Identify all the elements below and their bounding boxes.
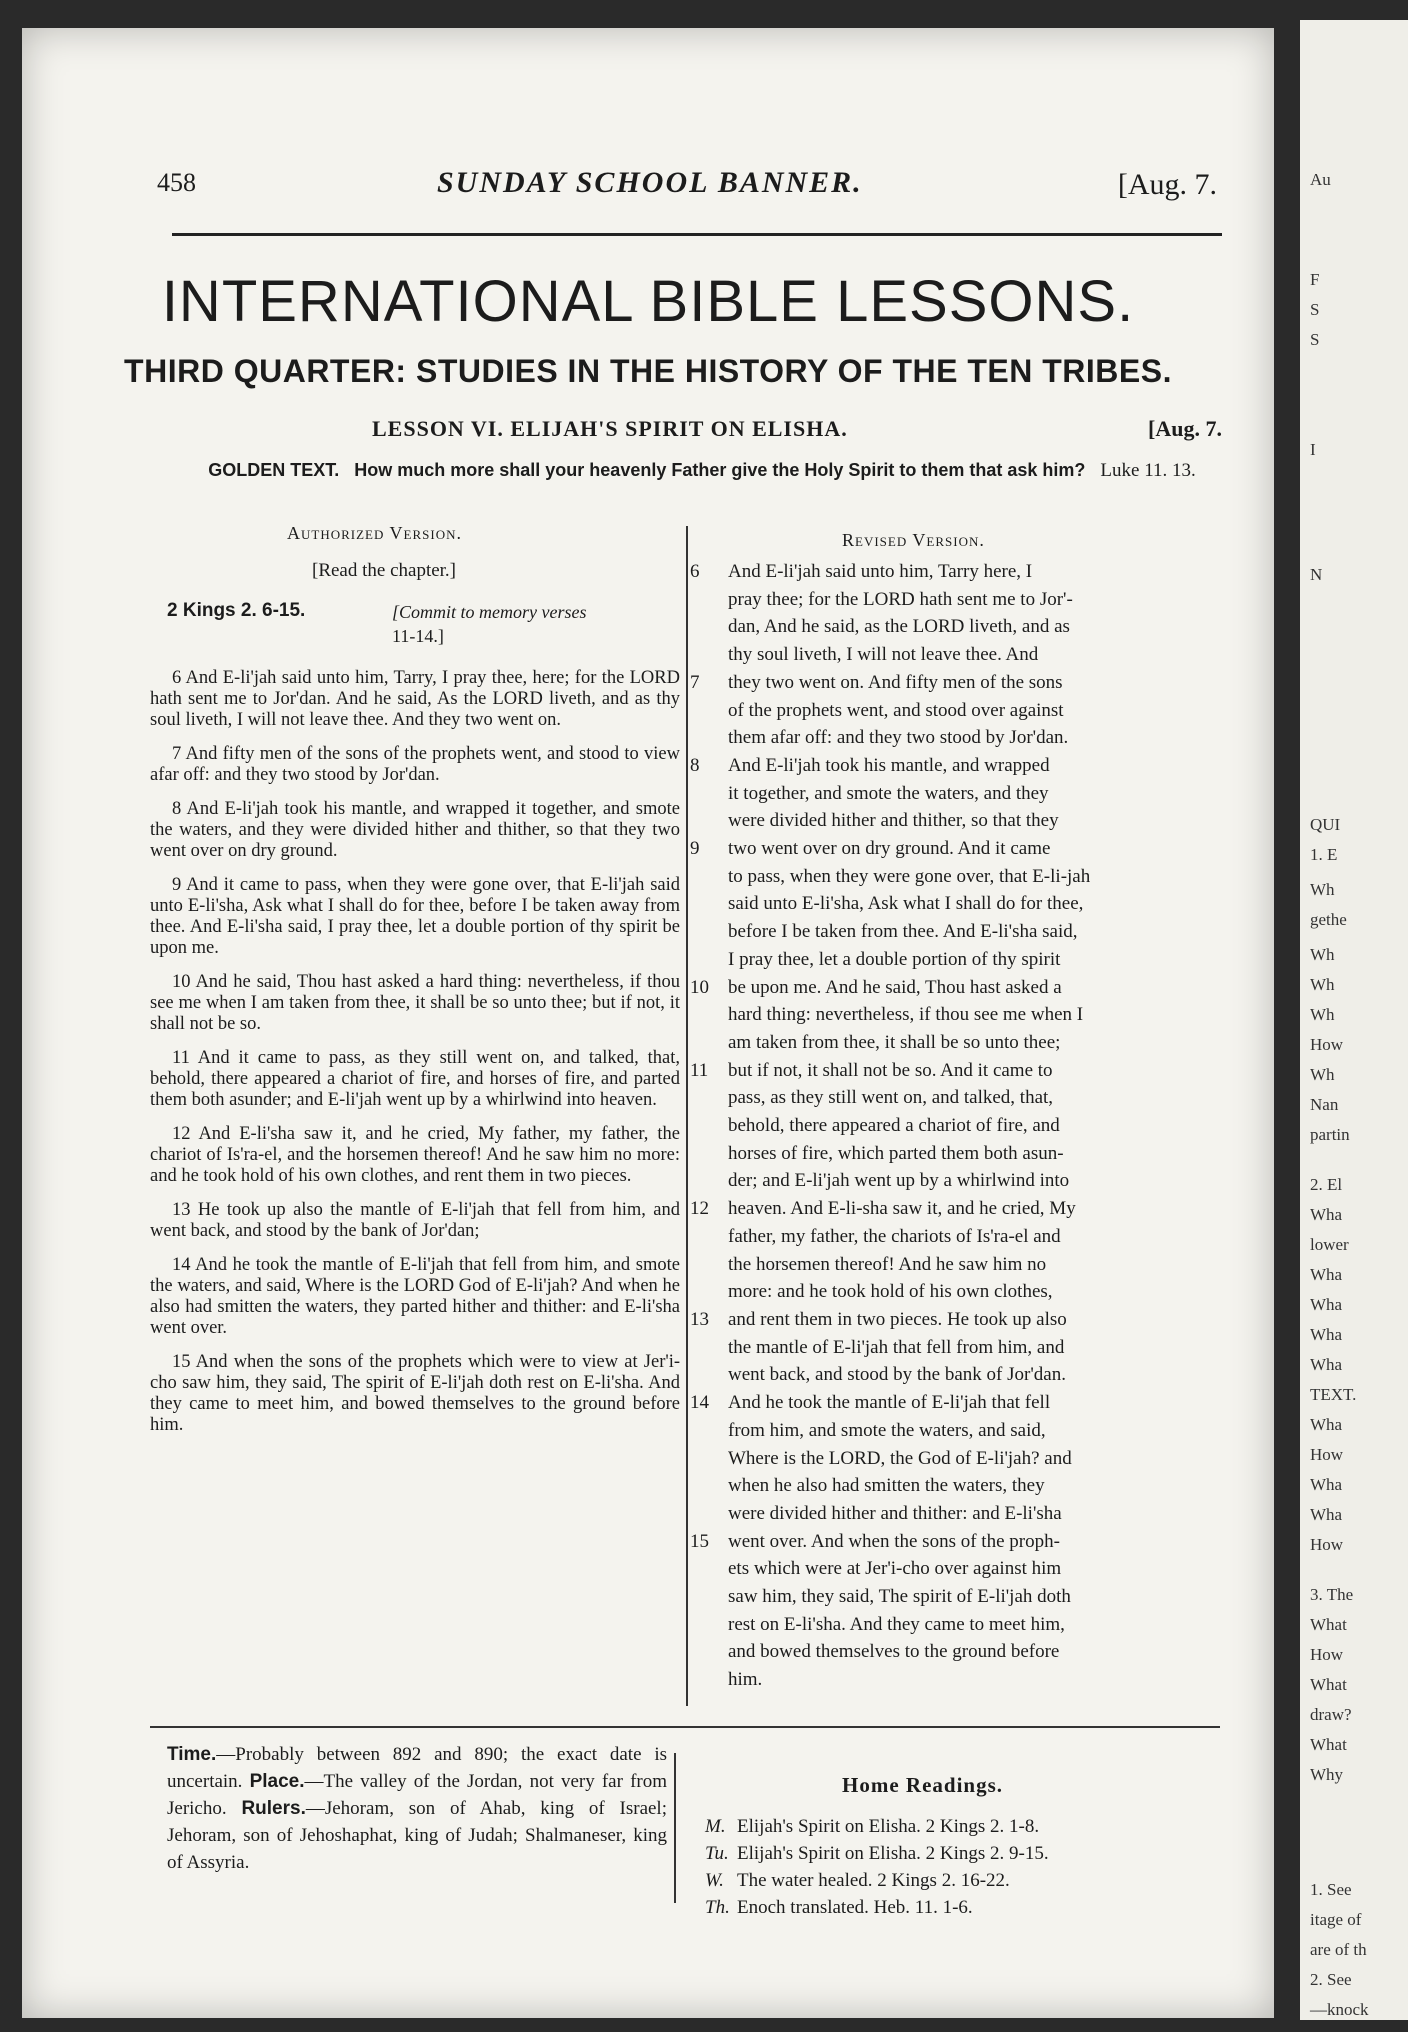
running-header	[157, 168, 1217, 218]
page-subtitle: THIRD QUARTER: STUDIES IN THE HISTORY OF THE TEN TRIBES.	[124, 353, 1172, 389]
verse-number: 10	[690, 976, 709, 998]
adjacent-page-fragment: I	[1310, 440, 1316, 459]
revised-line-text: And he took the mantle of E-li'jah that fell	[728, 1392, 1051, 1414]
adjacent-page-fragment: lower	[1310, 1235, 1349, 1254]
revised-line	[712, 946, 1210, 974]
revised-line	[690, 558, 1210, 586]
revised-line-text: the mantle of E-li'jah that fell from him, and	[728, 1336, 1065, 1358]
revised-line-text: der; and E-li'jah went up by a whirlwind into	[728, 1170, 1070, 1192]
time-label: Time.	[167, 1744, 217, 1765]
revised-line-text: went back, and stood by the bank of Jor'dan.	[728, 1364, 1066, 1386]
revised-line	[690, 1057, 1210, 1085]
authorized-verse: 6 And E-li'jah said unto him, Tarry, I pray thee, here; for the LORD hath sent me to Jor'dan. And he said, As the LORD liveth, and as thy soul liveth, I will not leave thee. And they two went on.	[150, 668, 680, 730]
adjacent-page-fragment: Wha	[1310, 1205, 1343, 1224]
verse-number: 13	[690, 1308, 709, 1330]
revised-line-text: Where is the LORD, the God of E-li'jah? and	[728, 1447, 1072, 1469]
authorized-verse: 11 And it came to pass, as they still went on, and talked, that, behold, there appeared a chariot of fire, and horses of fire, and parted them both asunder; and E-li'jah went up by a whirlwind into heaven.	[150, 1048, 680, 1110]
revised-line-text: be upon me. And he said, Thou hast asked a	[728, 976, 1062, 998]
revised-line-text: horses of fire, which parted them both asun-	[728, 1142, 1064, 1164]
revised-line	[712, 863, 1210, 891]
revised-line	[690, 835, 1210, 863]
revised-line	[690, 1389, 1210, 1417]
revised-line	[712, 1361, 1210, 1389]
adjacent-page-fragment: Wha	[1310, 1355, 1343, 1374]
place-label: Place.	[249, 1771, 305, 1792]
adjacent-page-fragment: are of th	[1310, 1940, 1367, 1959]
authorized-verse: 9 And it came to pass, when they were gone over, that E-li'jah said unto E-li'sha, Ask what I shall do for thee, before I be taken away from thee. And E-li'sha said, I pray thee, let a double portion of thy spirit be upon me.	[150, 875, 680, 958]
authorized-verse: 8 And E-li'jah took his mantle, and wrapped it together, and smote the waters, and they were divided hither and thither, so that they two went over on dry ground.	[150, 799, 680, 861]
adjacent-page-fragment: Wh	[1310, 880, 1335, 899]
revised-line	[712, 1251, 1210, 1279]
adjacent-page-fragment: Wha	[1310, 1325, 1343, 1344]
authorized-verse: 12 And E-li'sha saw it, and he cried, My father, my father, the chariot of Is'ra-el, and the horsemen thereof! And he saw him no more: and he took hold of his own clothes, and rent them in two pieces.	[150, 1124, 680, 1186]
memory-verses-range: 11-14.]	[392, 626, 444, 646]
revised-line-text: before I be taken from thee. And E-li'sha said,	[728, 921, 1078, 943]
adjacent-page-fragment: How	[1310, 1035, 1344, 1054]
reading-day: Tu.	[705, 1843, 729, 1864]
revised-version-heading: Revised Version.	[842, 530, 985, 550]
revised-line	[712, 1140, 1210, 1168]
adjacent-page-fragment: How	[1310, 1645, 1344, 1664]
home-reading-item	[705, 1894, 1225, 1921]
adjacent-page-fragment: Wh	[1310, 1005, 1335, 1024]
revised-line-text: behold, there appeared a chariot of fire, and	[728, 1115, 1060, 1137]
authorized-verse: 13 He took up also the mantle of E-li'jah that fell from him, and went back, and stood by the bank of Jor'dan;	[150, 1200, 680, 1241]
revised-line	[712, 586, 1210, 614]
revised-line-text: from him, and smote the waters, and said,	[728, 1419, 1046, 1441]
time-text: —Probably between 892 and 890; the exact date is uncertain.	[167, 1744, 667, 1792]
adjacent-page-fragment: partin	[1310, 1125, 1350, 1144]
home-reading-item	[705, 1867, 1225, 1894]
revised-line	[712, 1500, 1210, 1528]
revised-line-text: the horsemen thereof! And he saw him no	[728, 1253, 1047, 1275]
adjacent-page-fragment: Wh	[1310, 975, 1335, 994]
revised-line	[690, 974, 1210, 1002]
authorized-version-heading: Authorized Version.	[287, 523, 462, 543]
revised-line	[690, 1195, 1210, 1223]
adjacent-page-fragment: TEXT.	[1310, 1385, 1357, 1404]
revised-line-text: and rent them in two pieces. He took up also	[728, 1308, 1067, 1330]
revised-line	[712, 890, 1210, 918]
adjacent-page-fragment: S	[1310, 300, 1320, 319]
adjacent-page-fragment: F	[1310, 270, 1320, 289]
lesson-heading	[372, 416, 1222, 456]
reading-day: Th.	[705, 1897, 730, 1918]
verse-number: 14	[690, 1392, 709, 1414]
golden-text-body: How much more shall your heavenly Father give the Holy Spirit to them that ask him?	[354, 460, 1086, 480]
adjacent-page-fragment: How	[1310, 1445, 1344, 1464]
adjacent-page-fragment: 2. See	[1310, 1970, 1352, 1989]
revised-line-text: but if not, it shall not be so. And it came to	[728, 1059, 1053, 1081]
golden-text	[202, 458, 1202, 483]
revised-line-text: father, my father, the chariots of Is'ra-el and	[728, 1225, 1061, 1247]
revised-line	[712, 1001, 1210, 1029]
home-readings-list	[705, 1813, 1225, 1921]
magazine-page	[22, 28, 1274, 2018]
revised-line-text: And E-li'jah took his mantle, and wrapped	[728, 754, 1050, 776]
scripture-reference: 2 Kings 2. 6-15.	[167, 600, 306, 621]
adjacent-page-fragment: 1. See	[1310, 1880, 1352, 1899]
page-title: INTERNATIONAL BIBLE LESSONS.	[161, 269, 1135, 334]
revised-line	[712, 1638, 1210, 1666]
revised-line-text: more: and he took hold of his own clothes,	[728, 1281, 1053, 1303]
revised-line-text: dan, And he said, as the LORD liveth, and as	[728, 616, 1070, 638]
adjacent-page-fragment: QUI	[1310, 815, 1341, 834]
adjacent-page-fragment: Wha	[1310, 1265, 1343, 1284]
adjacent-page-fragment: 2. El	[1310, 1175, 1343, 1194]
adjacent-page-fragment: Wha	[1310, 1475, 1343, 1494]
revised-line	[690, 669, 1210, 697]
reading-day: W.	[705, 1870, 724, 1891]
revised-line-text: ets which were at Jer'i-cho over against him	[728, 1558, 1062, 1580]
rulers-text: —Jehoram, son of Ahab, king of Israel; Jehoram, son of Jehoshaphat, king of Judah; Shalmaneser, king of Assyria.	[167, 1798, 667, 1873]
rulers-label: Rulers.	[241, 1798, 306, 1819]
header-date: [Aug. 7.	[1117, 168, 1217, 201]
verse-number: 6	[690, 561, 700, 582]
verse-number: 7	[690, 671, 700, 693]
adjacent-page-fragment: Wh	[1310, 1065, 1335, 1084]
authorized-verse: 14 And he took the mantle of E-li'jah that fell from him, and smote the waters, and said, Where is the LORD God of E-li'jah? And when he also had smitten the waters, they parted hither and thither: and E-li'sha went over.	[150, 1255, 680, 1338]
revised-line	[690, 1528, 1210, 1556]
revised-line-text: and bowed themselves to the ground before	[728, 1641, 1060, 1663]
lesson-title: LESSON VI. ELIJAH'S SPIRIT ON ELISHA.	[372, 416, 848, 441]
memory-verses-note	[392, 600, 692, 648]
revised-line	[712, 1555, 1210, 1583]
revised-line-text: were divided hither and thither, so that they	[728, 810, 1059, 832]
revised-line	[712, 1445, 1210, 1473]
adjacent-page-fragment: Wh	[1310, 945, 1335, 964]
adjacent-page-fragment: itage of	[1310, 1910, 1362, 1929]
authorized-version-text	[150, 668, 680, 1449]
facts-divider	[674, 1753, 676, 1903]
adjacent-page-fragment: Au	[1310, 170, 1331, 189]
revised-line-text: heaven. And E-li-sha saw it, and he cried, My	[728, 1198, 1076, 1220]
adjacent-page-fragment: Wha	[1310, 1415, 1343, 1434]
revised-line-text: saw him, they said, The spirit of E-li'jah doth	[728, 1586, 1071, 1608]
revised-line	[712, 724, 1210, 752]
revised-line	[712, 1029, 1210, 1057]
place-text: —The valley of the Jordan, not very far from Jericho.	[167, 1771, 668, 1819]
revised-line	[712, 1278, 1210, 1306]
verse-number: 8	[690, 754, 700, 776]
memory-verses-label: [Commit to memory verses	[392, 602, 587, 622]
authorized-verse: 10 And he said, Thou hast asked a hard thing: nevertheless, if thou see me when I am taken from thee, it shall be so unto thee; but if not, it shall not be so.	[150, 972, 680, 1034]
revised-line-text: went over. And when the sons of the proph-	[728, 1530, 1060, 1552]
revised-line	[712, 780, 1210, 808]
revised-line-text: when he also had smitten the waters, they	[728, 1475, 1045, 1497]
golden-text-reference: Luke 11. 13.	[1100, 460, 1196, 481]
revised-line	[690, 1306, 1210, 1334]
lesson-date: [Aug. 7.	[1148, 416, 1222, 441]
revised-line	[712, 697, 1210, 725]
revised-line	[712, 1084, 1210, 1112]
adjacent-page-fragment: How	[1310, 1535, 1344, 1554]
revised-line-text: hard thing: nevertheless, if thou see me when I	[728, 1004, 1084, 1026]
section-rule	[150, 1726, 1220, 1728]
revised-line	[712, 1472, 1210, 1500]
reading-text: Enoch translated. Heb. 11. 1-6.	[737, 1897, 973, 1918]
revised-line	[712, 918, 1210, 946]
adjacent-page-fragment: Nan	[1310, 1095, 1339, 1114]
revised-line-text: it together, and smote the waters, and they	[728, 782, 1049, 804]
reading-text: Elijah's Spirit on Elisha. 2 Kings 2. 9-15.	[737, 1843, 1049, 1864]
reading-text: The water healed. 2 Kings 2. 16-22.	[737, 1870, 1010, 1891]
adjacent-page-fragment: What	[1310, 1675, 1347, 1694]
adjacent-page-fragment: N	[1310, 565, 1323, 584]
adjacent-page-fragment: gethe	[1310, 910, 1347, 929]
adjacent-page-fragment: 1. E	[1310, 845, 1338, 864]
adjacent-page-fragment: Why	[1310, 1765, 1344, 1784]
revised-line	[712, 1112, 1210, 1140]
adjacent-page-fragment: draw?	[1310, 1705, 1352, 1724]
golden-text-label: GOLDEN TEXT.	[208, 460, 340, 480]
read-note: [Read the chapter.]	[312, 560, 457, 581]
revised-line	[712, 1666, 1210, 1694]
adjacent-page-fragment: S	[1310, 330, 1320, 349]
revised-line	[712, 1417, 1210, 1445]
adjacent-page-fragment: What	[1310, 1735, 1347, 1754]
revised-line-text: two went over on dry ground. And it came	[728, 838, 1051, 860]
adjacent-page-fragment: Wha	[1310, 1505, 1343, 1524]
revised-line-text: said unto E-li'sha, Ask what I shall do for thee,	[728, 893, 1084, 915]
column-divider	[686, 526, 688, 1706]
revised-line	[712, 1223, 1210, 1251]
adjacent-page-fragment: What	[1310, 1615, 1347, 1634]
adjacent-page-fragment: 3. The	[1310, 1585, 1354, 1604]
revised-line	[712, 807, 1210, 835]
header-rule	[172, 233, 1222, 236]
revised-line-text: am taken from thee, it shall be so unto thee;	[728, 1031, 1061, 1053]
revised-line-text: pass, as they still went on, and talked, that,	[728, 1087, 1054, 1109]
adjacent-page-edge	[1300, 20, 1408, 2020]
revised-line	[712, 641, 1210, 669]
revised-line-text: him.	[728, 1669, 763, 1691]
verse-number: 15	[690, 1530, 709, 1552]
verse-number: 12	[690, 1198, 709, 1220]
revised-line	[712, 1611, 1210, 1639]
authorized-verse: 7 And fifty men of the sons of the prophets went, and stood to view afar off: and they two stood by Jor'dan.	[150, 744, 680, 785]
revised-line	[712, 1583, 1210, 1611]
adjacent-page-fragment: —knock	[1310, 2000, 1369, 2019]
revised-line-text: I pray thee, let a double portion of thy spirit	[728, 948, 1061, 970]
revised-line-text: And E-li'jah said unto him, Tarry here, I	[728, 561, 1033, 582]
revised-line-text: to pass, when they were gone over, that E-li-jah	[728, 865, 1091, 887]
revised-line	[712, 613, 1210, 641]
verse-number: 9	[690, 838, 700, 860]
home-readings-title: Home Readings.	[842, 1773, 1003, 1797]
revised-line-text: they two went on. And fifty men of the sons	[728, 671, 1063, 693]
reading-text: Elijah's Spirit on Elisha. 2 Kings 2. 1-8.	[737, 1816, 1040, 1837]
revised-line-text: of the prophets went, and stood over against	[728, 699, 1064, 721]
revised-line-text: rest on E-li'sha. And they came to meet him,	[728, 1613, 1065, 1635]
home-reading-item	[705, 1813, 1225, 1840]
revised-line-text: pray thee; for the LORD hath sent me to Jor'-	[728, 588, 1073, 610]
home-reading-item	[705, 1840, 1225, 1867]
revised-line	[712, 1167, 1210, 1195]
revised-line	[712, 1334, 1210, 1362]
page-number: 458	[157, 168, 196, 197]
verse-number: 11	[690, 1059, 709, 1081]
revised-line	[690, 752, 1210, 780]
reading-day: M.	[705, 1816, 726, 1837]
adjacent-page-fragment: Wha	[1310, 1295, 1343, 1314]
lesson-facts	[167, 1741, 667, 1876]
authorized-verse: 15 And when the sons of the prophets which were to view at Jer'i-cho saw him, they said, The spirit of E-li'jah doth rest on E-li'sha. And they came to meet him, and bowed themselves to the ground before him.	[150, 1352, 680, 1435]
revised-version-text	[690, 558, 1210, 1694]
revised-line-text: thy soul liveth, I will not leave thee. And	[728, 644, 1039, 666]
revised-line-text: were divided hither and thither: and E-li'sha	[728, 1502, 1062, 1524]
publication-title: SUNDAY SCHOOL BANNER.	[437, 166, 863, 199]
revised-line-text: them afar off: and they two stood by Jor'dan.	[728, 727, 1069, 749]
